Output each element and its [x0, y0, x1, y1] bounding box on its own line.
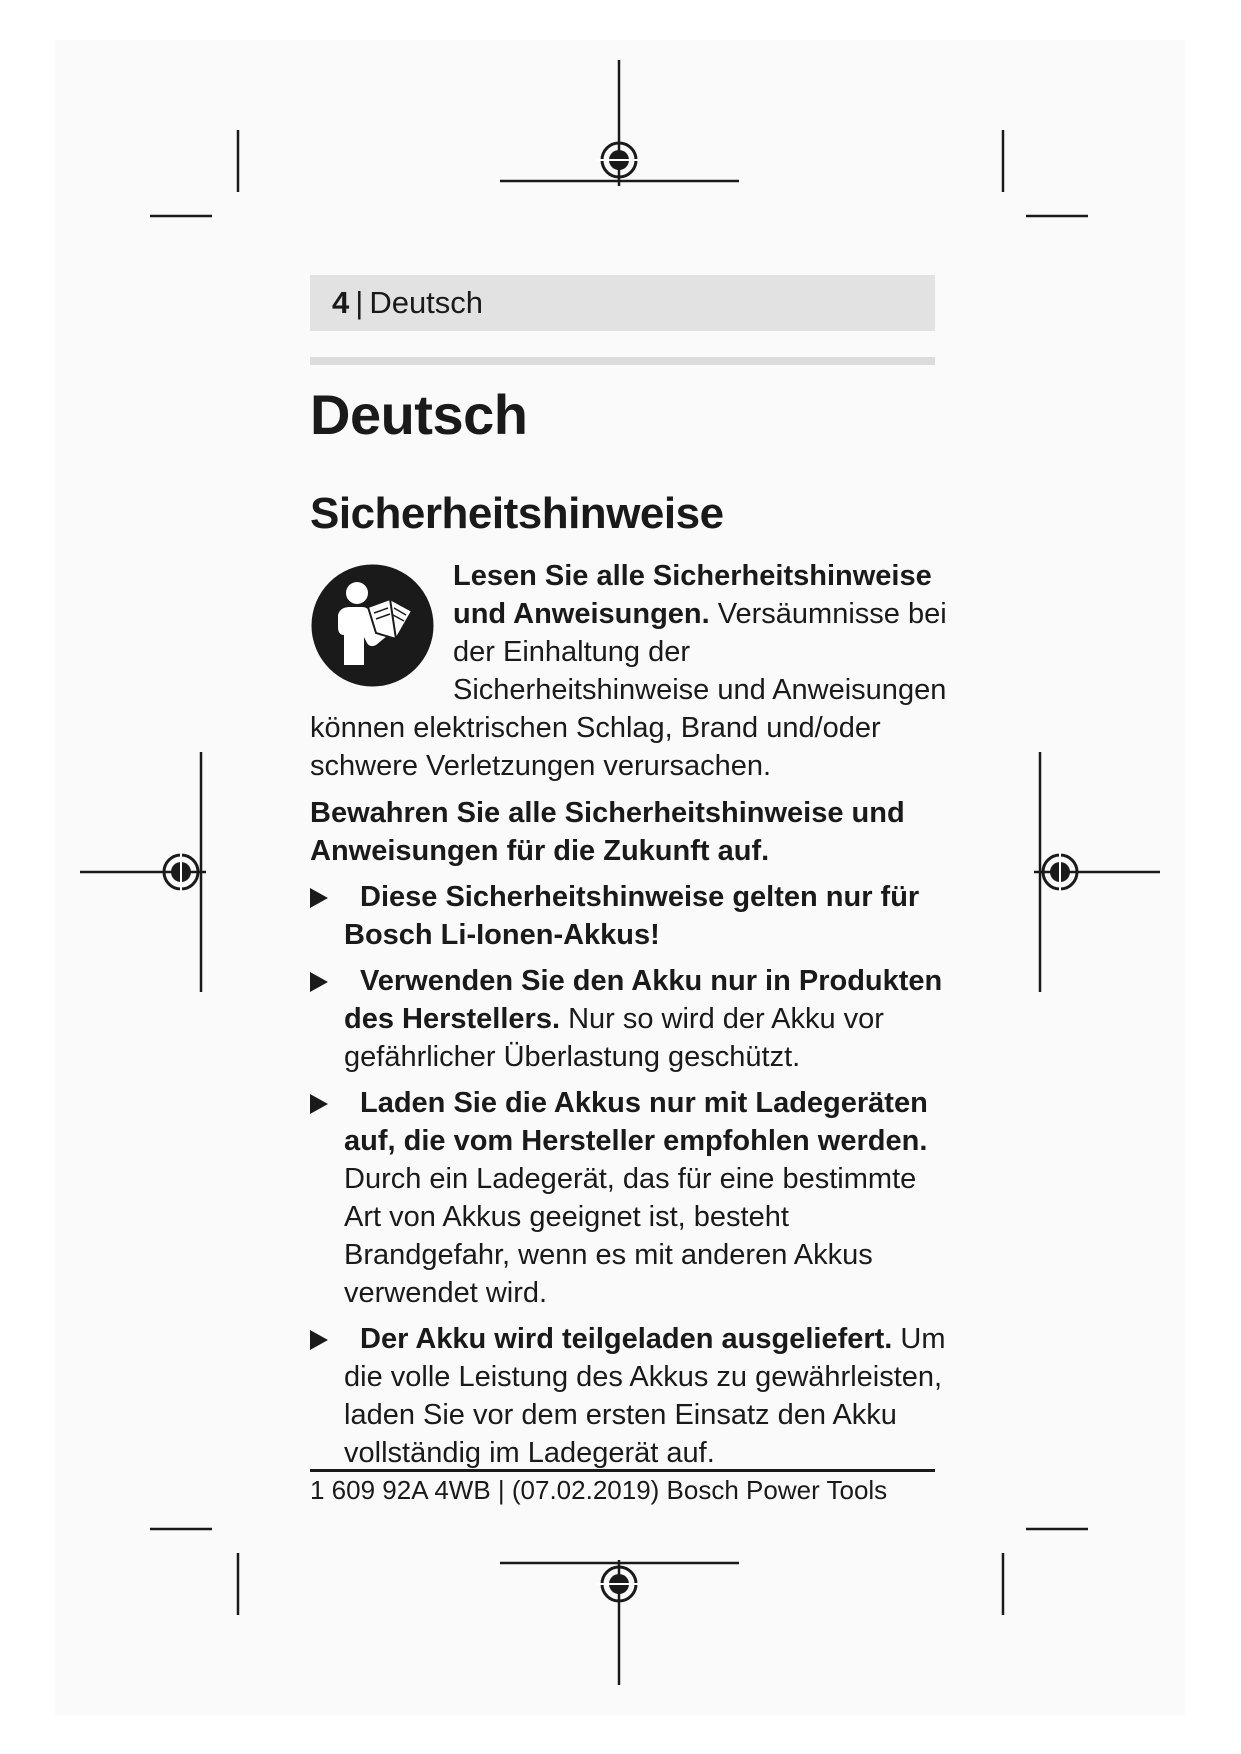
- bullet-triangle-icon: [310, 888, 328, 908]
- list-item: [310, 1320, 950, 1472]
- section-heading: Sicherheitshinweise: [310, 489, 724, 538]
- read-manual-icon: [310, 563, 435, 688]
- page-header: [310, 275, 935, 331]
- bullet-bold: Laden Sie die Akkus nur mit Ladegeräten auf, die vom Hersteller empfohlen werden.: [344, 1087, 928, 1157]
- bullet-bold: Verwenden Sie den Akku nur in Produkten des Herstellers.: [344, 965, 943, 1035]
- footer-divider: [310, 1469, 935, 1472]
- bullet-bold: Diese Sicherheitshinweise gelten nur für Bosch Li-Ionen-Akkus!: [344, 881, 920, 951]
- bullet-text: Nur so wird der Akku vor gefährlicher Überlastung geschützt.: [344, 1003, 884, 1073]
- content-body: [310, 557, 950, 1472]
- header-section: Deutsch: [369, 285, 484, 320]
- page-footer: 1 609 92A 4WB | (07.02.2019) Bosch Power Tools: [310, 1475, 888, 1505]
- header-divider: [310, 357, 935, 365]
- bullet-text: Um die volle Leistung des Akkus zu gewährleisten, laden Sie vor dem ersten Einsatz den Akku vollständig im Ladegerät auf.: [344, 1323, 946, 1469]
- bullet-triangle-icon: [310, 1330, 328, 1350]
- keep-instructions-note: Bewahren Sie alle Sicherheitshinweise und Anweisungen für die Zukunft auf.: [310, 797, 905, 867]
- page-title: Deutsch: [310, 383, 528, 446]
- list-item: [310, 1084, 950, 1312]
- bullet-triangle-icon: [310, 972, 328, 992]
- bullet-triangle-icon: [310, 1094, 328, 1114]
- bullet-bold: Der Akku wird teilgeladen ausgeliefert.: [360, 1323, 893, 1355]
- list-item: [310, 962, 950, 1076]
- page-number: 4: [332, 285, 350, 320]
- header-separator: |: [355, 285, 364, 320]
- intro-paragraph: [310, 557, 950, 785]
- bullet-text: Durch ein Ladegerät, das für eine bestimmte Art von Akkus geeignet ist, besteht Brandgefahr, wenn es mit anderen Akkus verwendet wird.: [344, 1163, 917, 1309]
- intro-text: Versäumnisse bei der Einhaltung der Sicherheitshinweise und Anweisungen können elektrischen Schlag, Brand und/oder schwere Verletzungen verursachen.: [310, 598, 947, 782]
- list-item: [310, 878, 950, 954]
- intro-bold: Lesen Sie alle Sicherheitshinweise und Anweisungen.: [453, 560, 932, 630]
